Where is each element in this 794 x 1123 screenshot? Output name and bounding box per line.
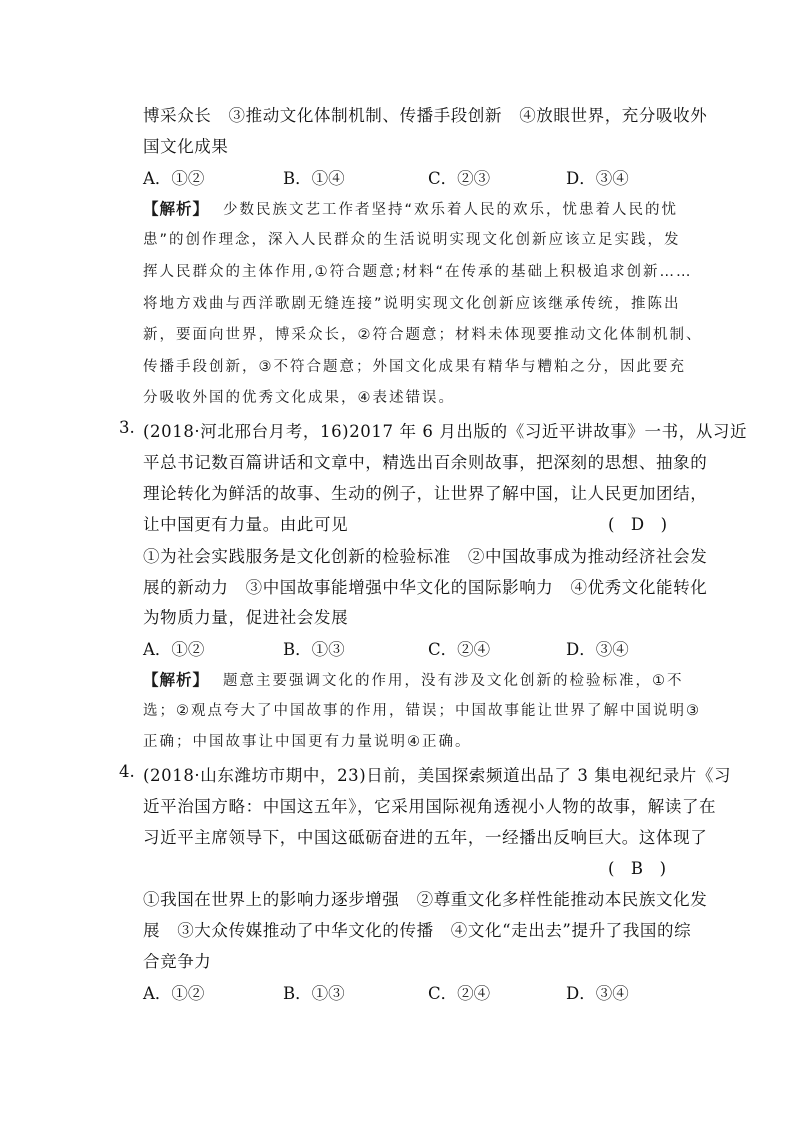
- q4-option-c: C．②④: [428, 984, 491, 1003]
- q4-stem-line-2: 近平治国方略：中国这五年》，它采用国际视角透视小人物的故事，解读了在: [143, 797, 717, 816]
- q3-analysis-line-3: 正确；中国故事让中国更有力量说明④正确。: [143, 734, 472, 750]
- q4-statement-line-2: 展 ③大众传媒推动了中华文化的传播 ④文化“走出去”提升了我国的综: [143, 921, 692, 940]
- q2-analysis-line-4: 将地方戏曲与西洋歌剧无缝连接”说明实现文化创新应该继承传统，推陈出: [143, 296, 681, 312]
- q3-stem-line-4: 让中国更有力量。由此可见: [143, 515, 349, 534]
- q3-number: 3.: [119, 418, 135, 437]
- q3-option-c: C．②④: [428, 640, 491, 659]
- q2-stem-line-2: 国文化成果: [143, 137, 229, 156]
- q2-stem-line-1: 博采众长 ③推动文化体制机制、传播手段创新 ④放眼世界，充分吸收外: [143, 106, 708, 125]
- q4-statement-line-1: ①我国在世界上的影响力逐步增强 ②尊重文化多样性能推动本民族文化发: [143, 890, 708, 909]
- q4-statement-line-3: 合竞争力: [143, 952, 212, 971]
- q3-analysis-text-1: 题意主要强调文化的作用，没有涉及文化创新的检验标准，①不: [223, 673, 684, 689]
- q4-option-b: B．①③: [283, 984, 345, 1003]
- q3-stem-line-1: (2018·河北邢台月考，16)2017 年 6 月出版的《习近平讲故事》一书，从习近: [143, 422, 748, 441]
- q3-option-b: B．①③: [283, 640, 345, 659]
- q2-analysis-line-3: 挥人民群众的主体作用,①符合题意;材料“在传承的基础上积极追求创新……: [143, 264, 693, 280]
- q2-analysis-line-1: [143, 197, 678, 219]
- q3-stem-line-3: 理论转化为鲜活的故事、生动的例子，让世界了解中国，让人民更加团结，: [143, 484, 708, 503]
- q4-answer: ( B ): [608, 859, 666, 878]
- q3-statement-line-2: 展的新动力 ③中国故事能增强中华文化的国际影响力 ④优秀文化能转化: [143, 578, 708, 597]
- q4-number: 4.: [119, 762, 135, 781]
- q3-statement-line-1: ①为社会实践服务是文化创新的检验标准 ②中国故事成为推动经济社会发: [143, 547, 708, 566]
- q2-analysis-line-2: 患”的创作理念，深入人民群众的生活说明实现文化创新应该立足实践，发: [143, 232, 681, 248]
- q2-option-c: C．②③: [428, 169, 491, 188]
- q4-option-a: A．①②: [143, 984, 205, 1003]
- q2-analysis-text-1: 少数民族文艺工作者坚持“欢乐着人民的欢乐，忧患着人民的忧: [223, 202, 679, 218]
- q3-analysis-line-2: 选；②观点夸大了中国故事的作用，错误；中国故事能让世界了解中国说明③: [143, 703, 701, 719]
- q2-option-d: D．③④: [566, 169, 629, 188]
- q2-analysis-line-5: 新，要面向世界，博采众长，②符合题意；材料未体现要推动文化体制机制、: [143, 327, 703, 343]
- q3-answer: ( D ): [608, 515, 668, 534]
- q3-analysis-label: 【解析】: [143, 670, 210, 689]
- q4-stem-line-1: (2018·山东潍坊市期中，23)日前，美国探索频道出品了 3 集电视纪录片《习: [143, 766, 732, 785]
- q3-statement-line-3: 为物质力量，促进社会发展: [143, 608, 349, 627]
- q3-stem-line-2: 平总书记数百篇讲话和文章中，精选出百余则故事，把深刻的思想、抽象的: [143, 453, 708, 472]
- q2-option-a: A．①②: [143, 169, 205, 188]
- q3-option-a: A．①②: [143, 640, 205, 659]
- q2-analysis-line-6: 传播手段创新，③不符合题意；外国文化成果有精华与糟粕之分，因此要充: [143, 359, 686, 375]
- q3-analysis-line-1: [143, 668, 684, 690]
- q4-stem-line-3: 习近平主席领导下，中国这砥砺奋进的五年，一经播出反响巨大。这体现了: [143, 828, 708, 847]
- q2-analysis-label: 【解析】: [143, 199, 210, 218]
- q2-option-b: B．①④: [283, 169, 345, 188]
- q2-analysis-line-7: 分吸收外国的优秀文化成果，④表述错误。: [143, 390, 455, 406]
- q4-option-d: D．③④: [566, 984, 629, 1003]
- q3-option-d: D．③④: [566, 640, 629, 659]
